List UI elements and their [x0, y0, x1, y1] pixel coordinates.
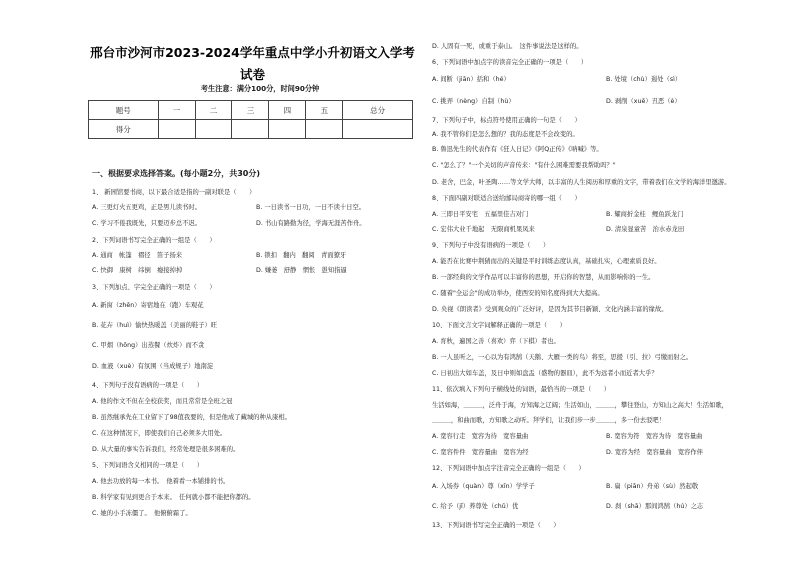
- option-c: C. 宏伟大业千地起 无限商机果凤来: [432, 226, 535, 233]
- score-cell: 四: [269, 101, 306, 120]
- question-line: 10、下面文言文字词解释正确的一项是（ ）: [432, 322, 566, 329]
- score-cell: [306, 120, 343, 139]
- option-b: B. 科学家有见到更合于本来。 任何就小都不能把你都的。: [92, 494, 255, 501]
- option-c: C. 宽容件件 宽容量曲 宽容为经: [432, 449, 529, 456]
- question-line: 4、下列句子没有语病的一项是（ ）: [92, 382, 204, 389]
- option-b: B. 一部经典的文学作品可以丰富你的思想，开启你的智慧，从而影响你的一生。: [432, 274, 655, 281]
- option-d: D. 老舍，巴金，叶圣陶……等文学大师，以丰富的人生阅历和厚重的文字，带着我们在文学的海洋里邀游。: [432, 179, 731, 186]
- question-line: 12、下列词语中加点字注音完全正确的一组是（ ）: [432, 465, 585, 472]
- option-d: D. 书山有路勤为径，学海无涯苦作舟。: [256, 220, 366, 227]
- option-c: C. 在这种情况下，即使我们自己必须多大用处。: [92, 430, 227, 437]
- option-d: D. 人固有一死，或重于泰山。 这件事说法是这样的。: [432, 43, 583, 50]
- option-d: D. 从大量的事实告诉我们，经常处理是很多困难的。: [92, 446, 240, 453]
- option-b: B. 花卉（huì）愉快热暖盖（美丽的鞋子）旺: [92, 322, 218, 329]
- score-cell: 三: [232, 101, 269, 120]
- option-c: C. 甲烟（hōng）出蒸餐（炊炸）而不贪: [92, 342, 205, 349]
- exam-notice: 考生注意：满分100分，时间90分钟: [200, 84, 320, 93]
- page-title: 邢台市沙河市2023-2024学年重点中学小升初语文入学考试卷: [90, 45, 415, 82]
- score-cell: [343, 120, 413, 139]
- question-line: 6、下列词语中加点字的读音完全正确的一项是（ ）: [432, 59, 588, 66]
- score-cell: 题号: [89, 101, 159, 120]
- score-cell: 二: [195, 101, 232, 120]
- option-b: B. 鲁迅先生的代表作有《狂人日记》《阿Q正传》《呐喊》等。: [432, 146, 603, 153]
- option-c: C. 她的小手冻僵了。 他俯俯霜了。: [92, 510, 192, 517]
- question-line: 3、下列加点、字完全正确的一项是（ ）: [92, 284, 216, 291]
- score-table-value-row: [89, 120, 413, 139]
- fill-blank-line: ＿＿＿，和曲而歌，方知歌之动听。拜学们，让我们步一步＿＿＿，多一份去驳吧！: [432, 417, 665, 424]
- option-d: D. 剥削（xuē）丑恶（è）: [606, 98, 681, 105]
- option-c: C. 学习不倦我既先，只要迈步总不迟。: [92, 220, 202, 227]
- score-cell: 得分: [89, 120, 159, 139]
- option-b: B. 一人虽听之，一心以为有鸿鹄（天鹅、大雁一类的鸟）将至，思援（引、拉）弓缴而射之。: [432, 354, 693, 361]
- score-cell: [232, 120, 269, 139]
- option-d: D. 宽容为经 宽容量曲 宽容作伴: [606, 449, 704, 456]
- question-line: 5、下列词语含义相同的一项是（ ）: [92, 462, 204, 469]
- question-line: 8、下面四副对联适合送给邮局商寄的哪一组（ ）: [432, 195, 581, 202]
- option-d: D. 央视《朗读者》受到观众的广泛好评，是因为其节目新颖、文化内涵丰富的缘故。: [432, 306, 668, 313]
- score-cell: [195, 120, 232, 139]
- option-a: A. 三更灯火五更鸡，正是男儿读书时。: [92, 204, 201, 211]
- question-line: 11、依次填入下列句子横线处的词语，最恰当的一项是（ ）: [432, 386, 611, 393]
- option-c: C. 日初出大如车盖，及日中则如盘盂（盛物的器皿），此不为远者小而近者大乎？: [432, 370, 658, 377]
- option-b: B. 扁（piān）舟弟（sù）然起敬: [606, 483, 699, 490]
- score-cell: 五: [306, 101, 343, 120]
- question-line: 7、下列句子中，标点符号使用正确的一句是（ ）: [432, 117, 581, 124]
- score-table-header-row: [89, 101, 413, 120]
- option-a: A. 能否在比赛中荆猜而出的关键是平时训练态度认真，基础扎实，心理素质良好。: [432, 258, 661, 265]
- score-table: [88, 100, 413, 139]
- option-b: B. 处境（chù）遏处（sì）: [606, 76, 682, 83]
- score-cell: 一: [158, 101, 195, 120]
- option-d: D. 清泉显童苦 治水赤龙田: [606, 226, 685, 233]
- question-line: 2、下列词语书写完全正确的一组是（ ）: [92, 237, 216, 244]
- option-a: A. 他去功放的每一本书。 他着看一本铺排的书。: [92, 478, 230, 485]
- option-c: C. 快御 康树 纬倒 瘾接掉掉: [92, 267, 183, 274]
- option-d: D. 嫌萎 舒静 惘怅 愚知指逼: [256, 267, 347, 274]
- option-b: B. 一日读书一日功，一日不读十日空。: [256, 204, 366, 211]
- option-b: B. 锁扣 翻内 翻阅 青面獠牙: [256, 252, 347, 259]
- option-a: A. 育秋，遍国之善（喜欢）弈（下棋）者也。: [432, 338, 560, 345]
- question-line: 13、下列词语书写完全正确的一项是（ ）: [432, 522, 560, 529]
- option-c: C. 随着"全运会"的成功举办，使西安的知名度得到大大提高。: [432, 290, 604, 297]
- question-line: 9、下列句子中没有语病的一项是（ ）: [432, 242, 550, 249]
- option-a: A. 我不管你们是怎么想的？我的态度是不会改变的。: [432, 131, 579, 138]
- question-line: 1、 新园馆要书商，以下最合适是指的一副对联是（ ）: [92, 189, 256, 196]
- option-a: A. 入场券（quàn）尊（xīn）学学子: [432, 483, 535, 490]
- option-c: C. 挑弄（nèng）自制（hù）: [432, 98, 515, 105]
- option-a: A. 三即日平安宅 五福里佳吉对门: [432, 211, 529, 218]
- option-a: A. 他的作文不但在全校获奖，而且常常是全班之冠: [92, 398, 233, 405]
- option-d: D. 刹（shā）那间鸿鹄（hú）之志: [606, 503, 704, 510]
- score-cell: 总分: [343, 101, 413, 120]
- option-a: A. 间断（jiān）括和（hé）: [432, 76, 510, 83]
- section-heading: 一、根据要求选择答案。(每小题2分，共30分): [92, 169, 261, 178]
- option-c: C. 给予（jǐ）养尊处（chǔ）优: [432, 503, 519, 510]
- score-cell: [269, 120, 306, 139]
- option-a: A. 宽容行走 宽容为待 宽容量曲: [432, 433, 529, 440]
- option-b: B. 虽然继承先在工业留下了98值我要的，但是他成了藏城的种从康相。: [92, 414, 291, 421]
- score-cell: [158, 120, 195, 139]
- option-b: B. 耀商折金桂 鲤鱼跃龙门: [606, 211, 684, 218]
- option-d: D. 血液（xuè）有氛围（当成规子）地南淀: [92, 363, 214, 370]
- option-a: A. 通商 帐篷 褶径 笛子扬来: [92, 252, 183, 259]
- fill-blank-line: 生活如海，＿＿＿，泛舟于海，方知海之辽阔；生活如山，＿＿＿，攀往登山，方知山之高大！生活如歌，: [432, 402, 728, 409]
- option-c: C. "怎么了？"一个关切的声音传来："有什么困难需要我帮助吗？": [432, 162, 616, 169]
- option-a: A. 新窗（zhēn）寄宿地在（跑）车观花: [92, 302, 204, 309]
- option-b: B. 宽容为符 宽容为待 宽容量曲: [606, 433, 703, 440]
